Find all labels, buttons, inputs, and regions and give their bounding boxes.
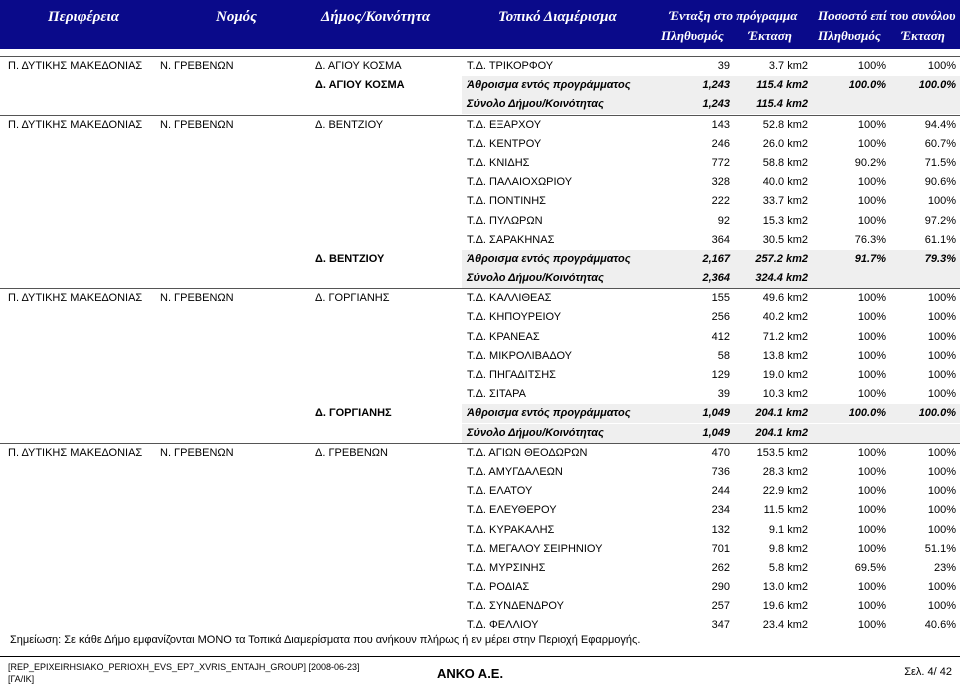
table-row bbox=[0, 501, 960, 520]
table-row bbox=[0, 385, 960, 404]
cell-population: 364 bbox=[711, 233, 730, 246]
cell-pct-population: 100% bbox=[857, 485, 886, 498]
cell-dimos: Δ. ΒΕΝΤΖΙΟΥ bbox=[315, 118, 384, 131]
cell-area: 40.0 km2 bbox=[762, 176, 808, 189]
table-header bbox=[0, 0, 960, 49]
cell-area: 9.1 km2 bbox=[768, 523, 808, 536]
table-row bbox=[0, 56, 960, 76]
footer-company: ΑΝΚΟ Α.Ε. bbox=[437, 666, 504, 681]
cell-area: 52.8 km2 bbox=[762, 118, 808, 131]
cell-population: 290 bbox=[711, 581, 730, 594]
cell-area: 11.5 km2 bbox=[763, 504, 808, 517]
cell-pct-population: 91.7% bbox=[854, 252, 886, 265]
cell-population: 772 bbox=[711, 156, 730, 169]
cell-area: 30.5 km2 bbox=[762, 233, 808, 246]
page-footer bbox=[0, 656, 960, 684]
footer-report-id: [REP_EPIXEIRHSIAKO_PERIOXH_EVS_EP7_XVRIS_ENTAJH_GROUP] [2008-06-23] bbox=[8, 662, 360, 672]
cell-nomos: Ν. ΓΡΕΒΕΝΩΝ bbox=[160, 118, 234, 131]
table-row bbox=[0, 115, 960, 135]
cell-topiko: Τ.Δ. ΑΜΥΓΔΑΛΕΩΝ bbox=[467, 465, 563, 478]
cell-pct-area: 51.1% bbox=[924, 542, 956, 555]
cell-pct-population: 100.0% bbox=[848, 79, 886, 92]
cell-area: 153.5 km2 bbox=[756, 446, 808, 459]
table-row bbox=[0, 482, 960, 501]
cell-topiko: Τ.Δ. ΠΥΛΩΡΩΝ bbox=[467, 214, 543, 227]
cell-area: 19.6 km2 bbox=[762, 600, 808, 613]
cell-area: 204.1 km2 bbox=[755, 426, 808, 439]
cell-topiko: Τ.Δ. ΜΙΚΡΟΛΙΒΑΔΟΥ bbox=[467, 349, 573, 362]
cell-area: 49.6 km2 bbox=[762, 292, 808, 305]
cell-area: 324.4 km2 bbox=[755, 272, 808, 285]
cell-population: 92 bbox=[717, 214, 730, 227]
cell-pct-population: 100% bbox=[857, 214, 886, 227]
cell-population: 347 bbox=[711, 619, 730, 632]
cell-area: 40.2 km2 bbox=[762, 311, 808, 324]
cell-nomos: Ν. ΓΡΕΒΕΝΩΝ bbox=[160, 292, 234, 305]
cell-topiko: Τ.Δ. ΚΡΑΝΕΑΣ bbox=[467, 330, 540, 343]
cell-area: 257.2 km2 bbox=[755, 252, 808, 265]
cell-population: 1,243 bbox=[702, 98, 730, 111]
cell-pct-area: 100% bbox=[927, 292, 956, 305]
header-pososto: Ποσοστό επί του συνόλου bbox=[818, 8, 956, 23]
note: Σημείωση: Σε κάθε Δήμο εμφανίζονται ΜΟΝΟ τα Τοπικά Διαμερίσματα που ανήκουν πλήρως ή εν μέρει στην Περιοχή Εφαρμογής. bbox=[10, 634, 641, 646]
cell-pct-area: 100% bbox=[927, 465, 956, 478]
cell-area: 33.7 km2 bbox=[762, 195, 808, 208]
cell-periferia: Π. ΔΥΤΙΚΗΣ ΜΑΚΕΔΟΝΙΑΣ bbox=[8, 292, 143, 305]
cell-population: 412 bbox=[711, 330, 730, 343]
cell-population: 736 bbox=[711, 465, 730, 478]
cell-area: 23.4 km2 bbox=[762, 619, 808, 632]
cell-topiko: Τ.Δ. ΜΥΡΣΙΝΗΣ bbox=[467, 561, 546, 574]
table-row bbox=[0, 347, 960, 366]
cell-pct-population: 100.0% bbox=[848, 407, 886, 420]
table-row bbox=[0, 192, 960, 211]
total-row bbox=[0, 95, 960, 114]
cell-area: 26.0 km2 bbox=[762, 137, 808, 150]
cell-topiko: Τ.Δ. ΚΑΛΛΙΘΕΑΣ bbox=[467, 292, 552, 305]
cell-area: 71.2 km2 bbox=[762, 330, 808, 343]
cell-pct-area: 100% bbox=[927, 388, 956, 401]
cell-area: 115.4 km2 bbox=[756, 79, 808, 92]
table-row bbox=[0, 616, 960, 635]
cell-area: 22.9 km2 bbox=[762, 485, 808, 498]
cell-topiko: Τ.Δ. ΠΟΝΤΙΝΗΣ bbox=[467, 195, 546, 208]
cell-topiko: Τ.Δ. ΚΕΝΤΡΟΥ bbox=[467, 137, 542, 150]
table-row bbox=[0, 154, 960, 173]
cell-pct-population: 100% bbox=[857, 195, 886, 208]
cell-pct-population: 100% bbox=[857, 60, 886, 72]
table-row bbox=[0, 212, 960, 231]
cell-pct-population: 100% bbox=[857, 619, 886, 632]
cell-pct-area: 100.0% bbox=[918, 407, 956, 420]
cell-pct-population: 100% bbox=[857, 349, 886, 362]
cell-topiko: Σύνολο Δήμου/Κοινότητας bbox=[467, 98, 604, 111]
cell-pct-area: 40.6% bbox=[924, 619, 956, 632]
header-plithysmos-2: Πληθυσμός bbox=[818, 28, 881, 43]
cell-dimos: Δ. ΑΓΙΟΥ ΚΟΣΜΑ bbox=[315, 79, 405, 92]
header-entaxi: Ένταξη στο πρόγραμμα bbox=[669, 8, 798, 23]
cell-dimos: Δ. ΑΓΙΟΥ ΚΟΣΜΑ bbox=[315, 60, 402, 72]
cell-population: 470 bbox=[711, 446, 730, 459]
cell-pct-population: 100% bbox=[857, 369, 886, 381]
cell-topiko: Τ.Δ. ΠΑΛΑΙΟΧΩΡΙΟΥ bbox=[467, 176, 573, 189]
cell-pct-area: 100% bbox=[927, 195, 956, 208]
cell-pct-area: 79.3% bbox=[924, 252, 956, 265]
cell-topiko: Τ.Δ. ΦΕΛΛΙΟΥ bbox=[467, 619, 539, 632]
table-row bbox=[0, 597, 960, 616]
cell-pct-area: 100% bbox=[927, 523, 956, 536]
table-row bbox=[0, 288, 960, 308]
cell-population: 2,167 bbox=[702, 252, 730, 265]
cell-pct-population: 69.5% bbox=[854, 561, 886, 574]
cell-topiko: Τ.Δ. ΚΝΙΔΗΣ bbox=[467, 156, 530, 169]
cell-population: 1,049 bbox=[702, 426, 730, 439]
header-topiko: Τοπικό Διαμέρισμα bbox=[498, 9, 617, 25]
cell-pct-population: 100% bbox=[857, 523, 886, 536]
cell-population: 39 bbox=[717, 388, 730, 401]
cell-area: 3.7 km2 bbox=[768, 60, 808, 72]
cell-topiko: Τ.Δ. ΡΟΔΙΑΣ bbox=[467, 581, 530, 594]
cell-pct-area: 100% bbox=[927, 369, 956, 381]
footer-report-info bbox=[8, 661, 359, 685]
table-row bbox=[0, 540, 960, 559]
cell-pct-area: 100% bbox=[927, 311, 956, 324]
cell-population: 143 bbox=[711, 118, 730, 131]
header-ektasi-1: Έκταση bbox=[748, 28, 792, 43]
cell-pct-area: 100% bbox=[927, 349, 956, 362]
cell-pct-area: 97.2% bbox=[924, 214, 956, 227]
header-dimos: Δήμος/Κοινότητα bbox=[321, 9, 431, 25]
table-row bbox=[0, 463, 960, 482]
cell-topiko: Τ.Δ. ΚΗΠΟΥΡΕΙΟΥ bbox=[467, 311, 562, 324]
cell-pct-population: 100% bbox=[857, 581, 886, 594]
cell-pct-area: 100% bbox=[927, 504, 956, 517]
cell-pct-area: 71.5% bbox=[924, 156, 956, 169]
cell-topiko: Άθροισμα εντός προγράμματος bbox=[467, 407, 631, 420]
cell-pct-population: 100% bbox=[857, 542, 886, 555]
cell-population: 256 bbox=[711, 311, 730, 324]
cell-topiko: Τ.Δ. ΣΙΤΑΡΑ bbox=[467, 388, 526, 401]
cell-area: 5.8 km2 bbox=[768, 561, 808, 574]
cell-pct-population: 100% bbox=[857, 118, 886, 131]
table-row bbox=[0, 231, 960, 250]
cell-population: 129 bbox=[711, 369, 730, 381]
cell-pct-area: 100% bbox=[927, 581, 956, 594]
cell-topiko: Τ.Δ. ΣΥΝΔΕΝΔΡΟΥ bbox=[467, 600, 564, 613]
cell-topiko: Τ.Δ. ΚΥΡΑΚΑΛΗΣ bbox=[467, 523, 555, 536]
cell-pct-area: 61.1% bbox=[924, 233, 956, 246]
cell-population: 701 bbox=[711, 542, 730, 555]
cell-pct-area: 90.6% bbox=[924, 176, 956, 189]
table-row bbox=[0, 366, 960, 385]
cell-pct-population: 76.3% bbox=[854, 233, 886, 246]
cell-periferia: Π. ΔΥΤΙΚΗΣ ΜΑΚΕΔΟΝΙΑΣ bbox=[8, 446, 143, 459]
cell-topiko: Τ.Δ. ΤΡΙΚΟΡΦΟΥ bbox=[467, 60, 554, 72]
cell-topiko: Τ.Δ. ΣΑΡΑΚΗΝΑΣ bbox=[467, 233, 555, 246]
cell-population: 257 bbox=[711, 600, 730, 613]
cell-dimos: Δ. ΓΟΡΓΙΑΝΗΣ bbox=[315, 292, 390, 305]
cell-population: 58 bbox=[717, 349, 730, 362]
header-nomos: Νομός bbox=[216, 9, 257, 25]
sum-row bbox=[0, 250, 960, 269]
table-row bbox=[0, 328, 960, 347]
cell-population: 1,243 bbox=[702, 79, 730, 92]
cell-area: 115.4 km2 bbox=[756, 98, 808, 111]
cell-population: 262 bbox=[711, 561, 730, 574]
cell-population: 244 bbox=[711, 485, 730, 498]
table-row bbox=[0, 443, 960, 463]
total-row bbox=[0, 269, 960, 288]
cell-area: 19.0 km2 bbox=[762, 369, 808, 381]
cell-pct-population: 100% bbox=[857, 292, 886, 305]
sum-row bbox=[0, 404, 960, 423]
cell-topiko: Τ.Δ. ΑΓΙΩΝ ΘΕΟΔΩΡΩΝ bbox=[467, 446, 588, 459]
table-row bbox=[0, 173, 960, 192]
cell-periferia: Π. ΔΥΤΙΚΗΣ ΜΑΚΕΔΟΝΙΑΣ bbox=[8, 60, 143, 72]
cell-pct-area: 94.4% bbox=[924, 118, 956, 131]
cell-area: 58.8 km2 bbox=[762, 156, 808, 169]
cell-nomos: Ν. ΓΡΕΒΕΝΩΝ bbox=[160, 446, 234, 459]
cell-topiko: Τ.Δ. ΠΗΓΑΔΙΤΣΗΣ bbox=[467, 369, 556, 381]
cell-area: 13.8 km2 bbox=[762, 349, 808, 362]
header-plithysmos-1: Πληθυσμός bbox=[661, 28, 724, 43]
cell-topiko: Τ.Δ. ΕΞΑΡΧΟΥ bbox=[467, 118, 542, 131]
cell-area: 204.1 km2 bbox=[755, 407, 808, 420]
cell-pct-area: 100% bbox=[927, 600, 956, 613]
cell-population: 132 bbox=[711, 523, 730, 536]
data-table bbox=[0, 56, 960, 636]
cell-area: 10.3 km2 bbox=[762, 388, 808, 401]
table-row bbox=[0, 521, 960, 540]
footer-report-tag: [ΓΑ/ΙΚ] bbox=[8, 674, 35, 684]
cell-area: 28.3 km2 bbox=[762, 465, 808, 478]
cell-topiko: Άθροισμα εντός προγράμματος bbox=[467, 252, 631, 265]
cell-pct-area: 23% bbox=[933, 561, 956, 574]
cell-pct-population: 90.2% bbox=[854, 156, 886, 169]
cell-pct-population: 100% bbox=[857, 446, 886, 459]
cell-pct-population: 100% bbox=[857, 137, 886, 150]
cell-population: 39 bbox=[717, 60, 730, 72]
cell-pct-population: 100% bbox=[857, 465, 886, 478]
cell-topiko: Σύνολο Δήμου/Κοινότητας bbox=[467, 426, 604, 439]
cell-area: 9.8 km2 bbox=[768, 542, 808, 555]
cell-pct-area: 100.0% bbox=[918, 79, 956, 92]
footer-page-number: Σελ. 4/ 42 bbox=[904, 666, 952, 678]
header-periferia: Περιφέρεια bbox=[48, 9, 119, 25]
cell-population: 234 bbox=[711, 504, 730, 517]
cell-pct-area: 100% bbox=[927, 485, 956, 498]
table-row bbox=[0, 578, 960, 597]
cell-population: 1,049 bbox=[702, 407, 730, 420]
table-row bbox=[0, 135, 960, 154]
cell-pct-population: 100% bbox=[857, 311, 886, 324]
table-row bbox=[0, 308, 960, 327]
cell-pct-population: 100% bbox=[857, 330, 886, 343]
cell-population: 246 bbox=[711, 137, 730, 150]
cell-pct-area: 100% bbox=[927, 60, 956, 72]
cell-pct-area: 100% bbox=[927, 446, 956, 459]
cell-dimos: Δ. ΒΕΝΤΖΙΟΥ bbox=[315, 252, 385, 265]
cell-pct-population: 100% bbox=[857, 504, 886, 517]
sum-row bbox=[0, 76, 960, 95]
cell-pct-population: 100% bbox=[857, 176, 886, 189]
cell-dimos: Δ. ΓΟΡΓΙΑΝΗΣ bbox=[315, 407, 392, 420]
cell-population: 155 bbox=[711, 292, 730, 305]
cell-area: 15.3 km2 bbox=[762, 214, 808, 227]
cell-pct-area: 60.7% bbox=[924, 137, 956, 150]
total-row bbox=[0, 424, 960, 443]
cell-dimos: Δ. ΓΡΕΒΕΝΩΝ bbox=[315, 446, 388, 459]
cell-topiko: Τ.Δ. ΕΛΑΤΟΥ bbox=[467, 485, 533, 498]
cell-population: 328 bbox=[711, 176, 730, 189]
cell-periferia: Π. ΔΥΤΙΚΗΣ ΜΑΚΕΔΟΝΙΑΣ bbox=[8, 118, 143, 131]
cell-topiko: Τ.Δ. ΕΛΕΥΘΕΡΟΥ bbox=[467, 504, 557, 517]
cell-pct-area: 100% bbox=[927, 330, 956, 343]
cell-pct-population: 100% bbox=[857, 388, 886, 401]
cell-area: 13.0 km2 bbox=[762, 581, 808, 594]
cell-topiko: Άθροισμα εντός προγράμματος bbox=[467, 79, 631, 92]
table-row bbox=[0, 559, 960, 578]
cell-pct-population: 100% bbox=[857, 600, 886, 613]
cell-topiko: Τ.Δ. ΜΕΓΑΛΟΥ ΣΕΙΡΗΝΙΟΥ bbox=[467, 542, 603, 555]
header-ektasi-2: Έκταση bbox=[901, 28, 945, 43]
cell-population: 222 bbox=[711, 195, 730, 208]
cell-nomos: Ν. ΓΡΕΒΕΝΩΝ bbox=[160, 60, 234, 72]
cell-topiko: Σύνολο Δήμου/Κοινότητας bbox=[467, 272, 604, 285]
cell-population: 2,364 bbox=[702, 272, 730, 285]
